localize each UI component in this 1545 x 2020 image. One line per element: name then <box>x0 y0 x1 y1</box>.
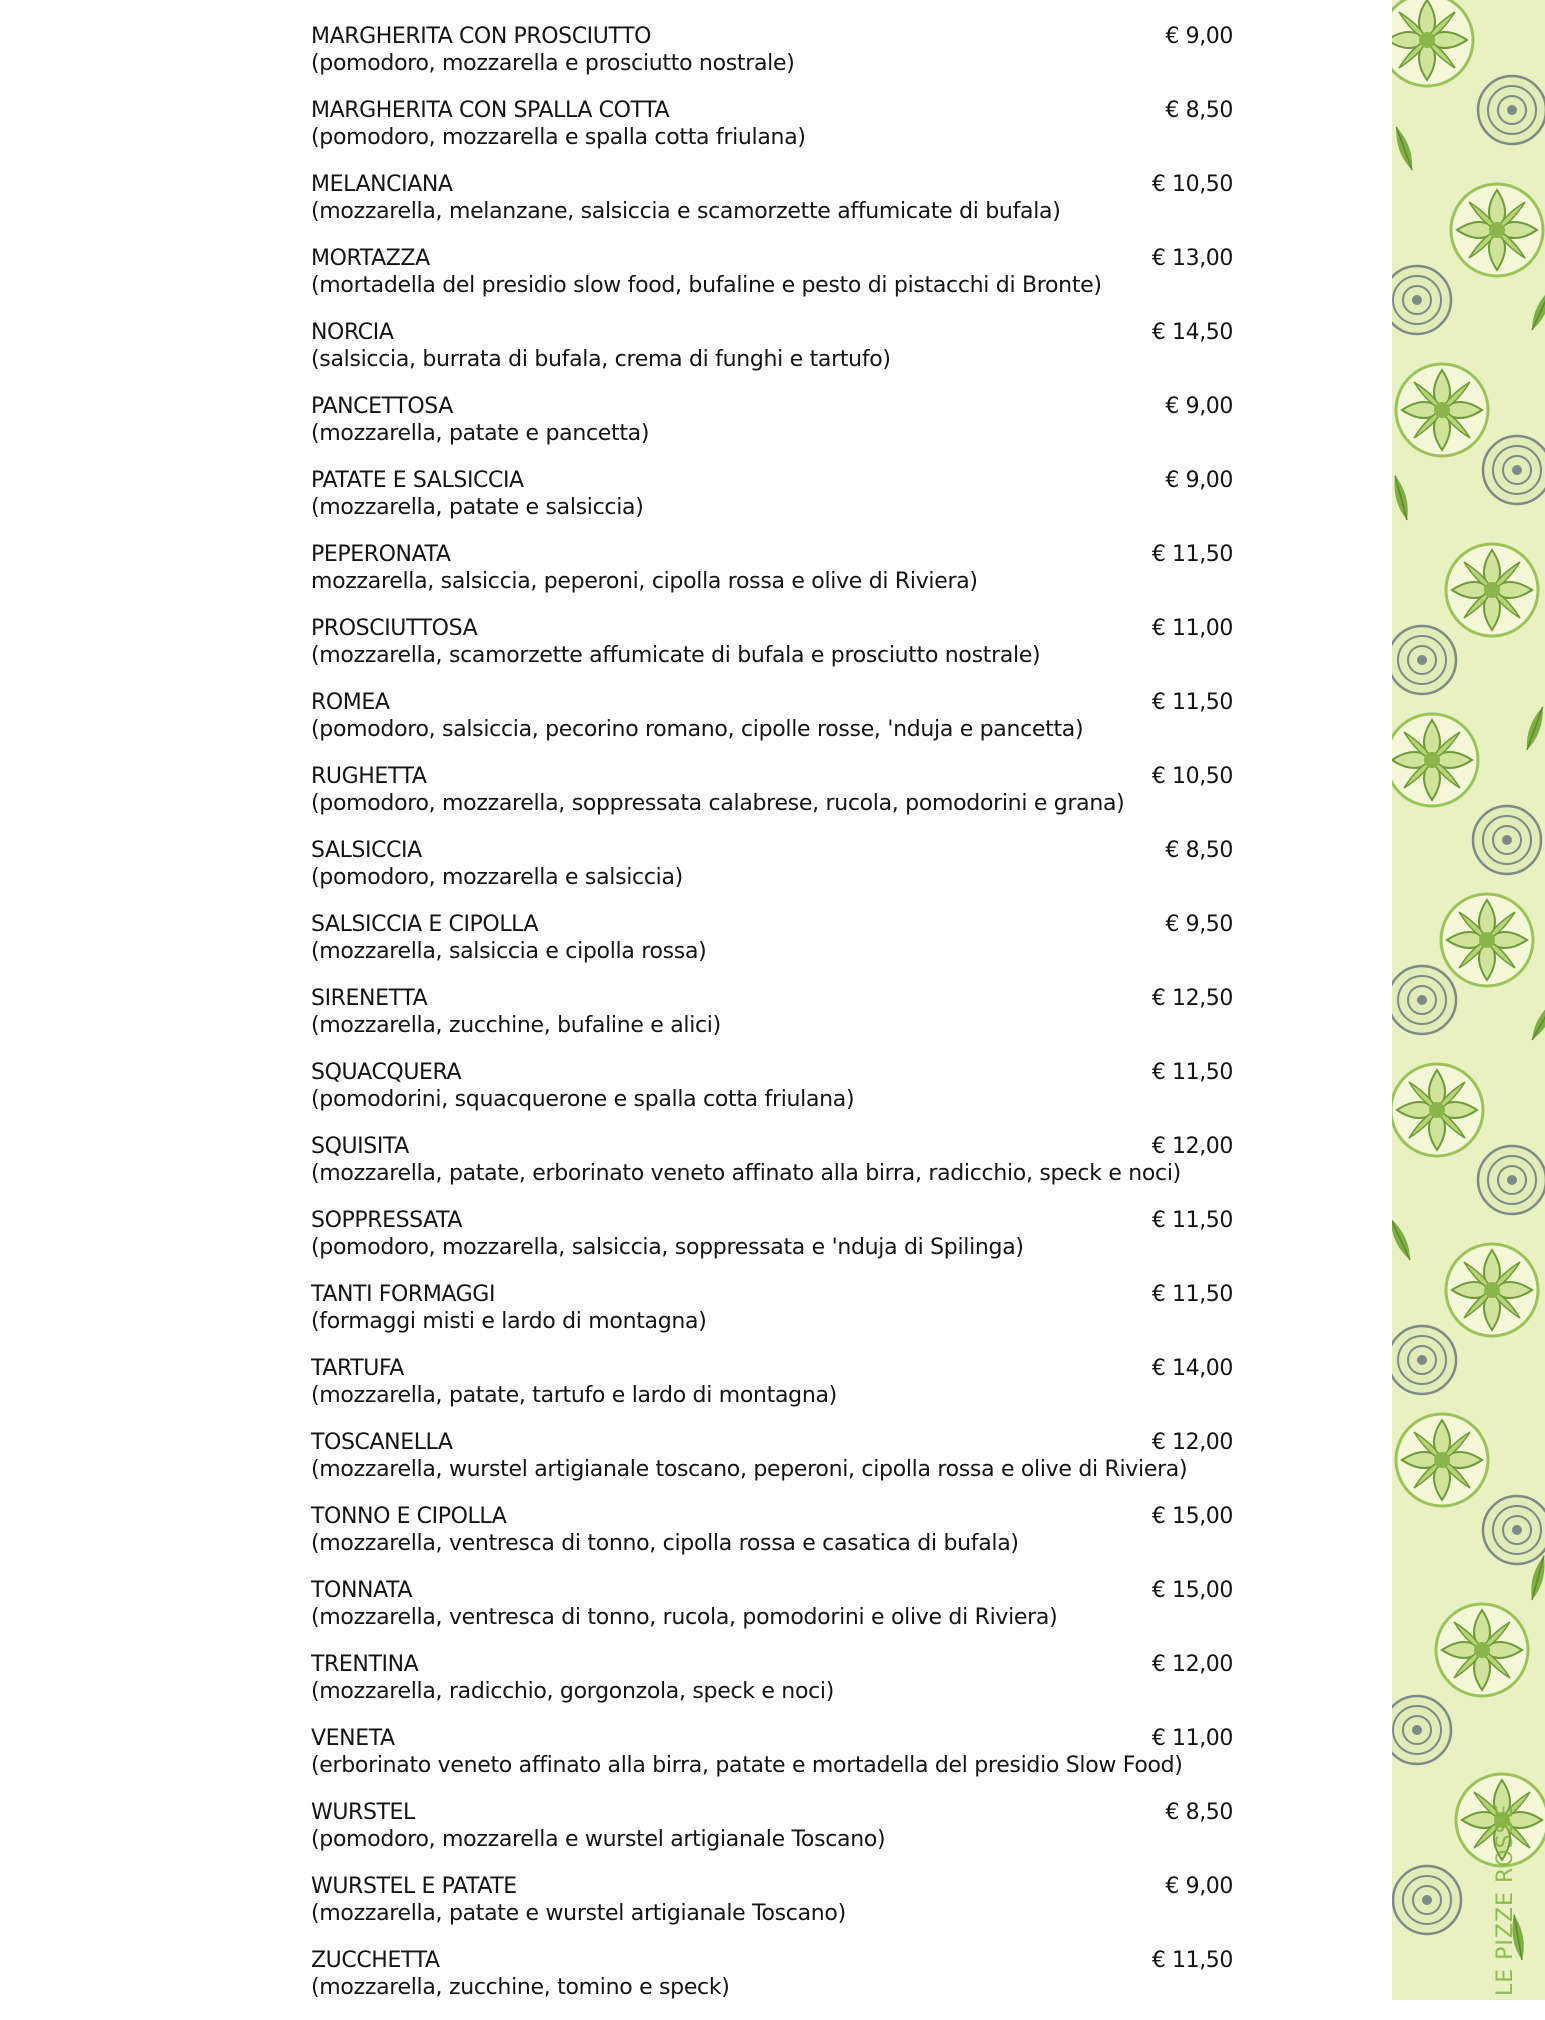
item-name: MARGHERITA CON SPALLA COTTA <box>311 98 670 123</box>
item-price: € 11,00 <box>1151 616 1233 641</box>
item-price: € 11,00 <box>1151 1726 1233 1751</box>
item-description: (mozzarella, melanzane, salsiccia e scamorzette affumicate di bufala) <box>311 199 1061 224</box>
menu-item <box>311 836 1233 910</box>
item-name: WURSTEL E PATATE <box>311 1874 517 1899</box>
item-price: € 8,50 <box>1165 1800 1233 1825</box>
item-price: € 10,50 <box>1151 764 1233 789</box>
item-name: TONNO E CIPOLLA <box>311 1504 507 1529</box>
item-name: ROMEA <box>311 690 390 715</box>
item-price: € 14,00 <box>1151 1356 1233 1381</box>
menu-item <box>311 910 1233 984</box>
item-description: (pomodorini, squacquerone e spalla cotta friulana) <box>311 1087 855 1112</box>
item-name: SQUACQUERA <box>311 1060 462 1085</box>
item-description: (pomodoro, mozzarella, soppressata calabrese, rucola, pomodorini e grana) <box>311 791 1125 816</box>
item-price: € 9,00 <box>1165 468 1233 493</box>
item-description: (pomodoro, mozzarella, salsiccia, soppressata e 'nduja di Spilinga) <box>311 1235 1024 1260</box>
item-price: € 12,00 <box>1151 1134 1233 1159</box>
item-name: SALSICCIA <box>311 838 422 863</box>
item-name: SOPPRESSATA <box>311 1208 463 1233</box>
menu-item <box>311 318 1233 392</box>
menu-item <box>311 762 1233 836</box>
item-description: (mozzarella, ventresca di tonno, cipolla rossa e casatica di bufala) <box>311 1531 1019 1556</box>
item-price: € 12,50 <box>1151 986 1233 1011</box>
item-name: WURSTEL <box>311 1800 415 1825</box>
item-description: (mozzarella, patate, erborinato veneto affinato alla birra, radicchio, speck e noci) <box>311 1161 1181 1186</box>
menu-item <box>311 1650 1233 1724</box>
item-description: (pomodoro, salsiccia, pecorino romano, cipolle rosse, 'nduja e pancetta) <box>311 717 1084 742</box>
item-price: € 9,00 <box>1165 394 1233 419</box>
menu-item <box>311 170 1233 244</box>
item-description: (mozzarella, patate e wurstel artigianale Toscano) <box>311 1901 846 1926</box>
menu-item <box>311 1132 1233 1206</box>
item-description: (mozzarella, scamorzette affumicate di bufala e prosciutto nostrale) <box>311 643 1041 668</box>
menu-item <box>311 1428 1233 1502</box>
item-description: (mozzarella, zucchine, tomino e speck) <box>311 1975 730 2000</box>
item-description: (mozzarella, ventresca di tonno, rucola, pomodorini e olive di Riviera) <box>311 1605 1058 1630</box>
item-description: (mozzarella, zucchine, bufaline e alici) <box>311 1013 721 1038</box>
item-name: NORCIA <box>311 320 394 345</box>
menu-item <box>311 984 1233 1058</box>
item-name: MELANCIANA <box>311 172 453 197</box>
item-description: (pomodoro, mozzarella e salsiccia) <box>311 865 683 890</box>
item-name: RUGHETTA <box>311 764 427 789</box>
menu-item <box>311 392 1233 466</box>
item-name: ZUCCHETTA <box>311 1948 440 1973</box>
menu-item <box>311 244 1233 318</box>
menu-item <box>311 540 1233 614</box>
menu-item <box>311 22 1233 96</box>
item-price: € 11,50 <box>1151 1208 1233 1233</box>
item-description: (mozzarella, patate e pancetta) <box>311 421 650 446</box>
item-name: TOSCANELLA <box>311 1430 453 1455</box>
item-price: € 15,00 <box>1151 1504 1233 1529</box>
item-description: (pomodoro, mozzarella e wurstel artigianale Toscano) <box>311 1827 886 1852</box>
item-price: € 14,50 <box>1151 320 1233 345</box>
item-price: € 9,00 <box>1165 1874 1233 1899</box>
item-name: MARGHERITA CON PROSCIUTTO <box>311 24 652 49</box>
menu-item <box>311 1872 1233 1946</box>
menu-item <box>311 1946 1233 2020</box>
menu-item <box>311 466 1233 540</box>
side-caption: LE PIZZE ROSSE <box>1493 1803 1518 1996</box>
menu-item <box>311 1354 1233 1428</box>
item-price: € 13,00 <box>1151 246 1233 271</box>
menu-item <box>311 1206 1233 1280</box>
item-description: (formaggi misti e lardo di montagna) <box>311 1309 707 1334</box>
item-description: (pomodoro, mozzarella e prosciutto nostrale) <box>311 51 795 76</box>
item-description: (pomodoro, mozzarella e spalla cotta friulana) <box>311 125 806 150</box>
item-price: € 9,00 <box>1165 24 1233 49</box>
item-price: € 15,00 <box>1151 1578 1233 1603</box>
item-name: TARTUFA <box>311 1356 404 1381</box>
item-name: PANCETTOSA <box>311 394 453 419</box>
item-name: SIRENETTA <box>311 986 428 1011</box>
menu-list <box>311 22 1233 2020</box>
item-name: PEPERONATA <box>311 542 451 567</box>
item-name: PATATE E SALSICCIA <box>311 468 524 493</box>
menu-item <box>311 1724 1233 1798</box>
item-price: € 10,50 <box>1151 172 1233 197</box>
item-description: (mozzarella, patate e salsiccia) <box>311 495 644 520</box>
floral-side-panel <box>1392 0 1545 2000</box>
menu-item <box>311 1798 1233 1872</box>
menu-item <box>311 1576 1233 1650</box>
item-price: € 11,50 <box>1151 1948 1233 1973</box>
item-name: PROSCIUTTOSA <box>311 616 478 641</box>
item-description: (mozzarella, radicchio, gorgonzola, speck e noci) <box>311 1679 834 1704</box>
item-price: € 8,50 <box>1165 98 1233 123</box>
item-description: (salsiccia, burrata di bufala, crema di funghi e tartufo) <box>311 347 891 372</box>
item-price: € 12,00 <box>1151 1652 1233 1677</box>
item-name: TANTI FORMAGGI <box>311 1282 496 1307</box>
item-name: SALSICCIA E CIPOLLA <box>311 912 539 937</box>
item-description: (mozzarella, wurstel artigianale toscano, peperoni, cipolla rossa e olive di Riviera) <box>311 1457 1188 1482</box>
item-name: TRENTINA <box>311 1652 419 1677</box>
item-price: € 11,50 <box>1151 1060 1233 1085</box>
item-name: MORTAZZA <box>311 246 430 271</box>
item-price: € 11,50 <box>1151 690 1233 715</box>
item-description: (erborinato veneto affinato alla birra, patate e mortadella del presidio Slow Food) <box>311 1753 1183 1778</box>
item-name: VENETA <box>311 1726 395 1751</box>
item-description: mozzarella, salsiccia, peperoni, cipolla rossa e olive di Riviera) <box>311 569 978 594</box>
menu-item <box>311 688 1233 762</box>
menu-item <box>311 1280 1233 1354</box>
menu-item <box>311 1502 1233 1576</box>
item-price: € 9,50 <box>1165 912 1233 937</box>
item-price: € 8,50 <box>1165 838 1233 863</box>
item-description: (mozzarella, salsiccia e cipolla rossa) <box>311 939 707 964</box>
floral-pattern-icon <box>1392 0 1545 2000</box>
item-description: (mortadella del presidio slow food, bufaline e pesto di pistacchi di Bronte) <box>311 273 1102 298</box>
item-price: € 11,50 <box>1151 1282 1233 1307</box>
menu-item <box>311 1058 1233 1132</box>
item-price: € 11,50 <box>1151 542 1233 567</box>
item-name: TONNATA <box>311 1578 412 1603</box>
menu-item <box>311 614 1233 688</box>
menu-item <box>311 96 1233 170</box>
item-name: SQUISITA <box>311 1134 409 1159</box>
item-price: € 12,00 <box>1151 1430 1233 1455</box>
item-description: (mozzarella, patate, tartufo e lardo di montagna) <box>311 1383 837 1408</box>
